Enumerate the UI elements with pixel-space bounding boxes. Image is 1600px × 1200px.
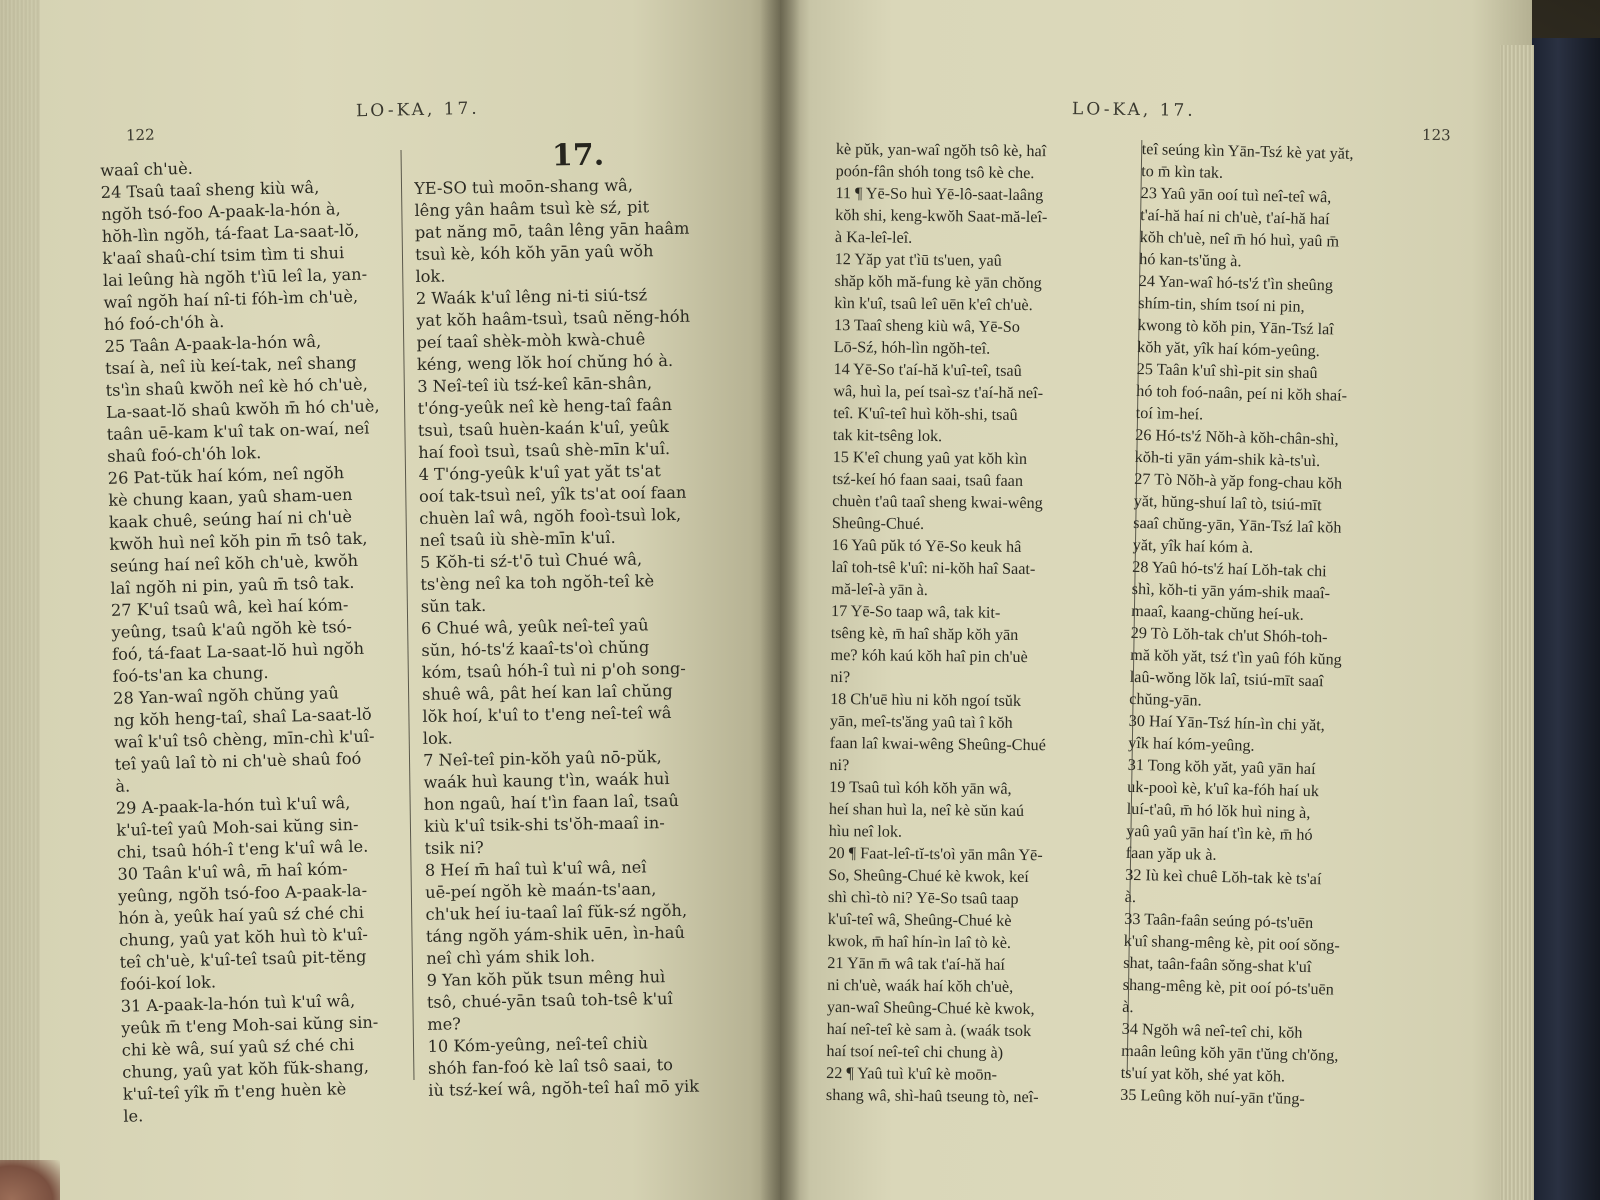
text-line: faan yăp uk à. bbox=[1125, 843, 1217, 864]
book-cover bbox=[1528, 38, 1600, 1200]
text-line: ni? bbox=[829, 755, 850, 775]
text-line: à. bbox=[1122, 997, 1134, 1017]
text-line: ng kŏh heng-taî, shaî La-saat-lŏ bbox=[113, 704, 372, 730]
text-line: me? bbox=[427, 1014, 462, 1034]
text-line: lok. bbox=[415, 266, 446, 286]
right-running-head: LO-KA, 17. bbox=[1071, 99, 1196, 121]
text-line: Sheûng-Chué. bbox=[831, 513, 925, 533]
text-line: 18 Ch'uē hìu ni kŏh ngoí tsŭk bbox=[830, 689, 1022, 710]
text-line: ch'uk heí iu-taaî laî fŭk-sź ngŏh, bbox=[425, 900, 688, 924]
text-line: yeûng, tsaû k'aû ngŏh kè tsó- bbox=[111, 616, 353, 642]
text-line: shím-tin, shím tsoí ni pin, bbox=[1138, 293, 1305, 316]
left-page-number: 122 bbox=[125, 125, 155, 145]
text-line: chung, yaû yat kŏh huì tò k'uî- bbox=[118, 924, 369, 950]
text-line: yat kŏh haâm-tsuì, tsaû nĕng-hóh bbox=[416, 306, 691, 330]
text-line: tsaí à, neî iù keí-tak, neî shang bbox=[104, 352, 357, 378]
text-line: 14 Yē-So t'aí-hă k'uî-teî, tsaû bbox=[833, 359, 1022, 380]
text-line: saaî chŭng-yān, Yān-Tsź laî kŏh bbox=[1133, 513, 1342, 537]
text-line: 26 Hó-ts'ź Nŏh-à kŏh-chân-shì, bbox=[1135, 425, 1339, 449]
text-line: ooí tak-tsuì neî, yîk ts'at ooí faan bbox=[418, 482, 687, 506]
text-line: kiù k'uî tsik-shi ts'ŏh-maaî in- bbox=[424, 813, 665, 836]
text-line: tak kit-tsêng lok. bbox=[832, 425, 943, 446]
page-edges bbox=[1500, 45, 1534, 1200]
text-line: tsuì, tsaû huèn-kaán k'uî, yeûk bbox=[417, 417, 669, 440]
text-line: kwok, m̄ haî hín-ìn laî tò kè. bbox=[827, 931, 1012, 952]
text-line: táng ngŏh yám-shik uēn, ìn-haû bbox=[425, 922, 685, 946]
text-line: neî chì yám shik loh. bbox=[426, 946, 596, 968]
text-line: neî tsaû iù shè-mīn k'uî. bbox=[419, 527, 616, 550]
text-line: kwong tò kŏh pin, Yān-Tsź laî bbox=[1137, 315, 1335, 339]
text-line: hó foó-ch'óh à. bbox=[103, 312, 225, 334]
text-line: yăt, hŭng-shuí laî tò, tsiú-mīt bbox=[1133, 491, 1322, 515]
text-line: 21 Yān m̄ wâ tak t'aí-hă haí bbox=[827, 953, 1006, 974]
text-line: lêng yân haâm tsuì kè sź, pit bbox=[414, 197, 650, 220]
text-line: 17 Yē-So taap wâ, tak kit- bbox=[830, 601, 1001, 622]
text-line: kè chung kaan, yaû sham-uen bbox=[108, 484, 353, 510]
text-line: maân leûng kŏh yān t'ŭng ch'ŏng, bbox=[1121, 1041, 1339, 1065]
text-line: 2 Waák k'uî lêng ni-ti siú-tsź bbox=[415, 285, 648, 308]
text-line: 7 Neî-teî pin-kŏh yaû nō-pŭk, bbox=[423, 747, 662, 770]
text-line: 31 Tong kŏh yăt, yaû yān haí bbox=[1127, 755, 1316, 779]
text-line: foói-koí lok. bbox=[119, 972, 217, 994]
text-line: tsô, chué-yān tsaû toh-tsê k'uî bbox=[426, 989, 673, 1012]
text-line: 20 ¶ Faat-leî-tĭ-ts'oì yān mân Yē- bbox=[828, 843, 1043, 865]
text-line: yîk haí kóm-yeûng. bbox=[1128, 733, 1255, 755]
text-line: chuèn t'aû taaî sheng kwai-wêng bbox=[832, 491, 1043, 513]
text-line: 13 Taaî sheng kiù wâ, Yē-So bbox=[833, 315, 1021, 336]
text-line: ngŏh tsó-foo A-paak-la-hón à, bbox=[101, 199, 341, 224]
text-line: tsź-keí hó faan saai, tsaû faan bbox=[832, 469, 1024, 490]
text-line: kéng, weng lŏk hoí chŭng hó à. bbox=[416, 350, 674, 374]
text-line: haí tsoí neî-teî chi chung à) bbox=[826, 1041, 1004, 1062]
text-line: sŭn, hó-ts'ź kaaî-ts'oì chŭng bbox=[421, 637, 650, 660]
text-line: 30 Haí Yān-Tsź hín-ìn chi yăt, bbox=[1128, 711, 1325, 735]
text-line: faan laî kwai-wêng Sheûng-Chué bbox=[829, 733, 1046, 755]
text-line: 27 Tò Nŏh-à yăp fong-chau kŏh bbox=[1134, 469, 1343, 493]
text-line: waaî ch'uè. bbox=[100, 158, 194, 180]
text-line: hìu neî lok. bbox=[828, 821, 903, 841]
text-line: 29 A-paak-la-hón tuì k'uî wâ, bbox=[115, 793, 351, 818]
text-line: shat, taân-faân sŏng-shat k'uî bbox=[1123, 953, 1312, 977]
text-line: YE-SO tuì moōn-shang wâ, bbox=[414, 175, 634, 198]
text-line: yăt, yîk haí kóm à. bbox=[1132, 535, 1254, 557]
text-line: 27 K'uî tsaû wâ, keì haí kóm- bbox=[110, 595, 349, 620]
text-line: laû-wŏng lŏk laî, tsiú-mīt saaî bbox=[1129, 667, 1324, 691]
text-line: yān, meî-ts'ăng yaû taì î kŏh bbox=[829, 711, 1013, 732]
text-line: ts'uí yat kŏh, shé yat kŏh. bbox=[1120, 1063, 1286, 1086]
text-line: uk-pooì kè, k'uî ka-fóh haí uk bbox=[1127, 777, 1320, 801]
text-line: à. bbox=[115, 776, 131, 796]
text-line: t'óng-yeûk neî kè heng-taî faân bbox=[417, 394, 673, 418]
text-line: shì chì-tò ni? Yē-So tsaû taap bbox=[827, 887, 1019, 908]
text-line: shăp kŏh mă-fung kè yān chŏng bbox=[834, 271, 1042, 293]
text-line: 15 K'eî chung yaû yat kŏh kìn bbox=[832, 447, 1028, 469]
text-line: yaû yaû yān haí t'ìn kè, m̄ hó bbox=[1126, 821, 1313, 845]
chapter-number: 17. bbox=[551, 137, 605, 174]
text-line: shì, kŏh-ti yān yám-shik maaî- bbox=[1131, 579, 1331, 603]
text-line: ni? bbox=[830, 667, 851, 687]
text-line: foó, tá-faat La-saat-lŏ huì ngŏh bbox=[111, 638, 365, 664]
text-line: yeûk m̄ t'eng Moh-sai kŭng sin- bbox=[120, 1012, 379, 1038]
text-line: k'aaî shaû-chí tsim tìm ti shui bbox=[102, 243, 345, 268]
text-line: taân uē-kam k'uî tak on-waí, neî bbox=[106, 418, 370, 444]
text-line: 3 Neî-teî iù tsź-keî kān-shân, bbox=[417, 373, 653, 396]
text-line: poón-fân shóh tong tsô kè che. bbox=[835, 161, 1035, 183]
text-line: shaû foó-ch'óh lok. bbox=[107, 443, 262, 466]
text-line: kè pŭk, yan-waî ngŏh tsô kè, haî bbox=[835, 139, 1047, 161]
text-line: 35 Leûng kŏh nuí-yān t'ŭng- bbox=[1120, 1085, 1305, 1108]
text-line: lai leûng hà ngŏh t'ìū leî la, yan- bbox=[102, 264, 368, 290]
text-line: waák huì kaung t'ìn, waák huì bbox=[423, 769, 670, 792]
text-line: hó kan-ts'ŭng à. bbox=[1139, 249, 1242, 271]
text-line: 31 A-paak-la-hón tuì k'uî wâ, bbox=[120, 991, 356, 1016]
text-line: sŭn tak. bbox=[420, 595, 487, 616]
text-line: 12 Yăp yat t'ìū ts'uen, yaû bbox=[834, 249, 1002, 270]
text-line: 29 Tò Lŏh-tak ch'ut Shóh-toh- bbox=[1130, 623, 1328, 647]
text-line: heí shan huì la, neî kè sŭn kaú bbox=[828, 799, 1025, 821]
text-line: 22 ¶ Yaû tuì k'uî kè moōn- bbox=[826, 1063, 998, 1084]
text-line: waî ngŏh haí nî-ti fóh-ìm ch'uè, bbox=[103, 286, 359, 312]
left-column-a bbox=[100, 153, 426, 1128]
text-line: k'uî-teî yîk m̄ t'eng huèn kè bbox=[122, 1079, 347, 1104]
text-line: teî. K'uî-teî huì kŏh-shi, tsaû bbox=[833, 403, 1018, 424]
right-column-a bbox=[826, 138, 1134, 1109]
text-line: tsik ni? bbox=[424, 837, 484, 858]
text-line: 32 Iù keì chuê Lŏh-tak kè ts'aí bbox=[1125, 865, 1322, 889]
text-line: le. bbox=[123, 1106, 144, 1126]
text-line: 16 Yaû pŭk tó Yē-So keuk hâ bbox=[831, 535, 1022, 556]
text-line: 25 Taân k'uî shì-pit sin shaû bbox=[1136, 359, 1318, 383]
text-line: wâ, huì la, peí tsaì-sz t'aí-hă neî- bbox=[833, 381, 1044, 403]
text-line: mă-leî-à yān à. bbox=[831, 579, 928, 599]
text-line: ts'èng neî ka toh ngŏh-teî kè bbox=[420, 571, 655, 594]
text-line: hó toh foó-naân, peí ni kŏh shaí- bbox=[1136, 381, 1348, 405]
text-line: 6 Chué wâ, yeûk neî-teî yaû bbox=[420, 615, 649, 638]
text-line: uē-peí ngŏh kè maán-ts'aan, bbox=[425, 879, 657, 902]
text-line: 28 Yaû hó-ts'ź haí Lŏh-tak chi bbox=[1132, 557, 1327, 581]
text-line: haí fooì tsuì, tsaû shè-mīn k'uî. bbox=[418, 439, 671, 462]
text-line: hón à, yeûk haí yaû sź ché chi bbox=[118, 902, 365, 928]
text-line: seúng haí neî kŏh ch'uè, kwŏh bbox=[109, 550, 359, 576]
text-line: to m̄ kìn tak. bbox=[1141, 161, 1224, 182]
text-line: laî ngŏh ni pin, yaû m̄ tsô tak. bbox=[110, 572, 355, 598]
text-line: teî ch'uè, k'uî-teî tsaû pit-tĕng bbox=[119, 946, 367, 972]
text-line: 23 Yaû yān ooí tuì neî-teî wâ, bbox=[1140, 183, 1332, 207]
right-page-number: 123 bbox=[1421, 125, 1451, 145]
text-line: 8 Heí m̄ haî tuì k'uî wâ, neî bbox=[424, 857, 647, 880]
text-line: iù tsź-keí wâ, ngŏh-teî haî mō yik bbox=[428, 1076, 700, 1100]
text-line: t'aí-hă haí ni ch'uè, t'aí-hă haí bbox=[1140, 205, 1330, 229]
text-line: hon ngaû, haí t'ìn faan laî, tsaû bbox=[423, 790, 680, 814]
text-line: kwŏh huì neî kŏh pin m̄ tsô tak, bbox=[109, 528, 368, 554]
right-column-b bbox=[1120, 138, 1442, 1113]
text-line: 28 Yan-waî ngŏh chŭng yaû bbox=[112, 683, 340, 708]
text-line: 24 Tsaû taaî sheng kiù wâ, bbox=[100, 177, 320, 202]
text-line: maaî, kaang-chŭng heí-uk. bbox=[1131, 601, 1305, 624]
left-page bbox=[0, 0, 790, 1200]
text-line: shang wâ, shì-haû tseung tò, neî- bbox=[825, 1085, 1039, 1107]
text-line: k'uî shang-mêng kè, pit ooí sŏng- bbox=[1123, 931, 1340, 955]
text-line: 11 ¶ Yē-So huì Yē-lô-saat-laâng bbox=[835, 183, 1044, 205]
text-line: So, Sheûng-Chué kè kwok, keí bbox=[828, 865, 1029, 887]
text-line: 26 Pat-tŭk haí kóm, neî ngŏh bbox=[107, 463, 345, 488]
text-line: chi kè wâ, suí yaû sź ché chi bbox=[121, 1035, 355, 1060]
text-line: kŏh-ti yān yám-shik kà-ts'uì. bbox=[1134, 447, 1321, 471]
text-line: shang-mêng kè, pit ooí pó-ts'uēn bbox=[1122, 975, 1335, 999]
text-line: ni ch'uè, waák haí kŏh ch'uè, bbox=[827, 975, 1014, 996]
text-line: teî seúng kìn Yān-Tsź kè yat yăt, bbox=[1141, 139, 1354, 163]
text-line: à Ka-leî-leî. bbox=[834, 227, 913, 247]
text-line: kŏh ch'uè, neî m̄ hó huì, yaû m̄ bbox=[1139, 227, 1340, 251]
text-line: tsuì kè, kóh kŏh yān yaû wŏh bbox=[415, 241, 654, 264]
text-line: 25 Taân A-paak-la-hón wâ, bbox=[104, 331, 322, 356]
text-line: kóm, tsaû hóh-î tuì ni p'oh song- bbox=[421, 658, 686, 682]
text-line: luí-t'aû, m̄ hó lŏk huì ning à, bbox=[1126, 799, 1311, 822]
text-line: 33 Taân-faân seúng pó-ts'uēn bbox=[1124, 909, 1314, 933]
text-line: chung, yaû yat kŏh fŭk-shang, bbox=[122, 1056, 370, 1082]
finger bbox=[0, 1160, 60, 1200]
text-line: teî yaû laî tò ni ch'uè shaû foó bbox=[114, 748, 362, 774]
text-line: shóh fan-foó kè laî tsô saai, to bbox=[427, 1055, 674, 1078]
text-line: foó-ts'an ka chung. bbox=[112, 663, 269, 686]
text-line: yeûng, ngŏh tsó-foo A-paak-la- bbox=[117, 880, 368, 906]
text-line: yan-waî Sheûng-Chué kè kwok, bbox=[826, 997, 1035, 1019]
text-line: peí taaî shèk-mòh kwà-chuê bbox=[416, 329, 646, 352]
text-line: haí neî-teî kè sam à. (waák tsok bbox=[826, 1019, 1032, 1041]
text-line: mă kŏh yăt, tsź t'ìn yaû fóh kŭng bbox=[1130, 645, 1342, 669]
text-line: 5 Kŏh-ti sź-t'ō tuì Chué wâ, bbox=[419, 549, 643, 572]
text-line: Lō-Sź, hóh-lìn ngŏh-teî. bbox=[833, 337, 991, 358]
text-line: k'uî-teî yaû Moh-sai kŭng sin- bbox=[116, 814, 359, 840]
text-line: kŏh yăt, yîk haí kóm-yeûng. bbox=[1137, 337, 1320, 361]
text-line: shuê wâ, pât heí kan laî chŭng bbox=[421, 681, 673, 704]
text-line: kŏh shi, keng-kwŏh Saat-mă-leî- bbox=[835, 205, 1048, 227]
text-line: 34 Ngŏh wâ neî-teî chi, kŏh bbox=[1121, 1019, 1303, 1042]
text-line: La-saat-lŏ shaû kwŏh m̄ hó ch'uè, bbox=[105, 396, 380, 422]
text-line: kìn k'uî, tsaû leî uēn k'eî ch'uè. bbox=[834, 293, 1033, 315]
text-line: lŏk hoí, k'uî to t'eng neî-teî wâ bbox=[422, 703, 672, 726]
text-line: 4 T'óng-yeûk k'uî yat yăt ts'at bbox=[418, 461, 661, 484]
text-line: k'uî-teî wâ, Sheûng-Chué kè bbox=[827, 909, 1012, 930]
text-line: chŭng-yān. bbox=[1129, 689, 1202, 710]
text-line: ts'ìn shaû kwŏh neî kè hó ch'uè, bbox=[105, 374, 369, 400]
text-line: à. bbox=[1124, 887, 1137, 907]
text-line: lok. bbox=[422, 728, 453, 748]
left-running-head: LO-KA, 17. bbox=[355, 98, 480, 122]
text-line: chi, tsaû hóh-î t'eng k'uî wâ le. bbox=[116, 836, 369, 862]
text-line: 10 Kóm-yeûng, neî-teî chiù bbox=[427, 1033, 649, 1056]
text-line: 24 Yan-waî hó-ts'ź t'ìn sheûng bbox=[1138, 271, 1334, 295]
text-line: laî toh-tsê k'uî: ni-kŏh haî Saat- bbox=[831, 557, 1036, 579]
text-line: hŏh-lìn ngŏh, tá-faat La-saat-lŏ, bbox=[101, 220, 360, 246]
text-line: waî k'uî tsô chèng, mīn-chì k'uî- bbox=[113, 726, 375, 752]
text-line: chuèn laî wâ, ngŏh fooì-tsuì lok, bbox=[419, 504, 682, 528]
text-line: 9 Yan kŏh pŭk tsun mêng huì bbox=[426, 967, 666, 990]
text-line: kaak chuê, seúng haí ni ch'uè bbox=[108, 506, 353, 532]
text-line: pat năng mō, taân lêng yān haâm bbox=[414, 218, 690, 242]
text-line: 30 Taân k'uî wâ, m̄ haî kóm- bbox=[117, 859, 348, 884]
text-line: toí ìm-heí. bbox=[1135, 403, 1204, 424]
text-line: me? kóh kaú kŏh haî pin ch'uè bbox=[830, 645, 1028, 667]
left-column-b bbox=[414, 173, 746, 1102]
text-line: 19 Tsaû tuì kóh kŏh yān wâ, bbox=[829, 777, 1012, 798]
text-line: tsêng kè, m̄ haî shăp kŏh yān bbox=[830, 623, 1019, 644]
